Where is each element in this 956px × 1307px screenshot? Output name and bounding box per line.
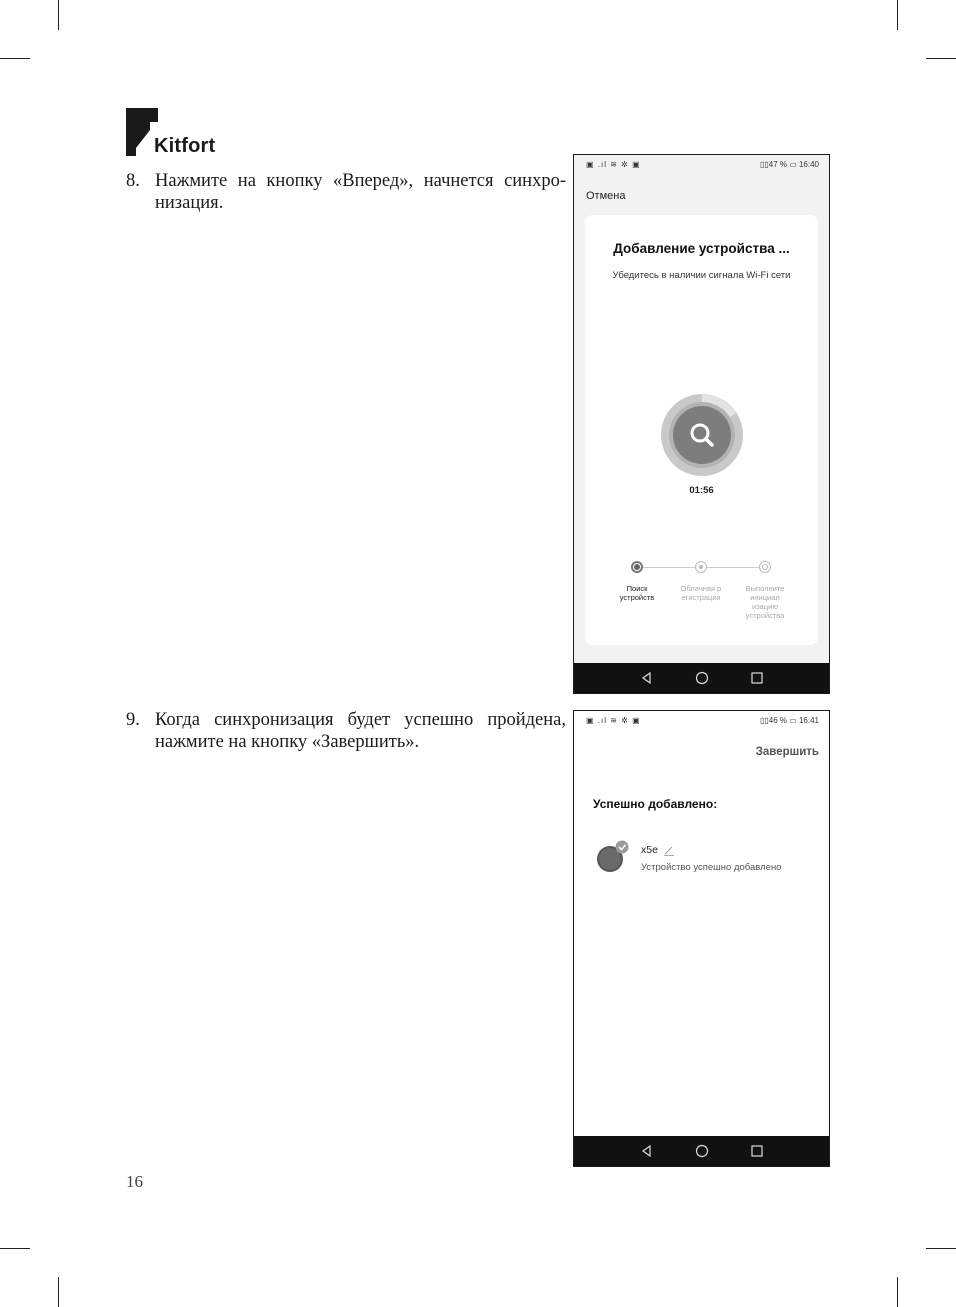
page-number: 16 [126,1172,143,1191]
adding-device-card [585,215,818,645]
status-icons-right: ▯▯46 % ▭ 16:41 [759,716,819,725]
search-progress-spinner [660,393,744,477]
home-icon[interactable] [694,1143,710,1159]
home-icon[interactable] [694,670,710,686]
phone-screen-adding-device [573,154,830,694]
progress-step-label: Поиск устройств [619,584,655,602]
progress-step-dot-cloud [695,561,707,573]
step-number: 9. [126,710,140,730]
robot-vacuum-icon [596,840,630,874]
status-bar [574,711,829,731]
progress-step-dot-search [631,561,643,573]
countdown-timer: 01:56 [689,485,714,496]
check-icon [616,841,629,854]
step-text: Нажмите на кнопку «Вперед», начнется синхронизация. [155,171,566,213]
android-nav-bar [574,663,829,693]
cancel-button[interactable]: Отмена [586,190,626,202]
success-heading: Успешно добавлено: [593,797,718,811]
search-icon [673,406,731,464]
status-bar [574,155,829,175]
instruction-step-9 [126,709,566,753]
card-subtitle: Убедитесь в наличии сигнала Wi-Fi сети [612,270,791,281]
crop-mark [0,58,30,59]
status-icons-right: ▯▯47 % ▭ 16:40 [759,160,819,169]
device-name[interactable]: x5e [641,844,658,856]
step-number: 8. [126,171,140,191]
edit-icon[interactable] [663,844,675,856]
android-nav-bar [574,1136,829,1166]
recents-icon[interactable] [749,670,765,686]
progress-step-label: Выполните инициал изацию устройства [745,584,785,620]
crop-mark [0,1248,30,1249]
brand-logo [124,108,234,158]
recents-icon[interactable] [749,1143,765,1159]
crop-mark [58,1277,59,1307]
phone-screen-success [573,710,830,1167]
back-icon[interactable] [639,1143,655,1159]
status-icons-left: ▣ .ıl ≋ ✲ ▣ [586,160,641,169]
crop-mark [897,0,898,30]
card-title: Добавление устройства ... [613,241,790,256]
brand-name: Kitfort [154,135,216,157]
progress-step-label: Облачная р егистрация [680,584,722,602]
crop-mark [926,1248,956,1249]
progress-step-dot-init [759,561,771,573]
crop-mark [926,58,956,59]
instruction-step-8 [126,170,566,214]
crop-mark [58,0,59,30]
back-icon[interactable] [639,670,655,686]
step-text: Когда синхронизация будет успешно пройдена, нажмите на кнопку «Завершить». [155,710,566,752]
finish-button[interactable]: Завершить [755,746,819,758]
crop-mark [897,1277,898,1307]
device-status: Устройство успешно добавлено [641,862,782,873]
status-icons-left: ▣ .ıl ≋ ✲ ▣ [586,716,641,725]
